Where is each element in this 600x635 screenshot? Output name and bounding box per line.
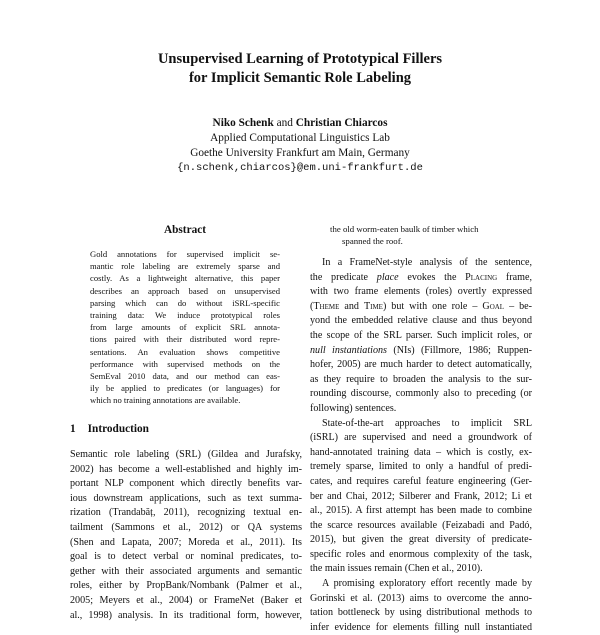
intro-line: al., 1998) analysis. In its traditional form, however, (70, 609, 302, 621)
predicate-term: place (376, 271, 399, 283)
abstract-line: performance with supervised methods on the (90, 358, 280, 369)
para-line: specific roles and enormous complexity of the task, (310, 548, 532, 560)
para-line: null instantiations (NIs) (Fillmore, 1986; Ruppen- (310, 344, 532, 356)
right-column-body (310, 256, 532, 635)
intro-line: 2002) has become a well-established and highly im- (70, 463, 302, 475)
intro-line: ious downstream applications, such as text summa- (70, 492, 302, 504)
abstract-line: tions paired with their distributed word repre- (90, 334, 280, 345)
intro-line: (Shen and Lapata, 2007; Moreda et al., 2011). Its (70, 536, 302, 548)
para-line: the scope of the SRL parser. Such implicit roles, or (310, 329, 532, 341)
para-line: infer evidence for elements filling null instantiated (310, 621, 532, 633)
intro-line: Semantic role labeling (SRL) (Gildea and Jurafsky, (70, 449, 302, 460)
title-line-1: Unsupervised Learning of Prototypical Fillers (157, 51, 443, 67)
intro-line: goal is to detect verbal or nominal predicates, to- (70, 551, 302, 563)
para-line: (Theme and Time) but with one role – Goal – be- (310, 300, 533, 312)
example-line-2: spanned the roof. (342, 236, 403, 246)
para-line: cates, and requires careful feature engineering (Ger- (310, 475, 532, 487)
abstract-line: Gold annotations for supervised implicit se- (90, 249, 280, 259)
para-line: with two frame elements (roles) overtly expressed (310, 286, 532, 298)
abstract-body (90, 248, 280, 407)
abstract-line: sentations. An evaluation shows competitive (90, 346, 280, 357)
role-time: Time (363, 300, 383, 312)
para-line: In a FrameNet-style analysis of the sentence, (322, 257, 532, 268)
abstract-line: training data: We induce prototypical roles (90, 310, 280, 321)
para-line: following) sentences. (310, 402, 397, 414)
intro-line: 2005; Meyers et al., 2004) or FrameNet (Baker et (70, 594, 302, 606)
abstract-line: from large amounts of explicit SRL annota- (90, 322, 280, 333)
para-line: A promising exploratory effort recently made by (322, 578, 532, 590)
paper-title (0, 50, 600, 88)
section-number: 1 (70, 423, 76, 435)
intro-line: roles, either by PropBank/Nombank (Palmer et al., (70, 580, 302, 592)
section-heading-introduction (70, 423, 161, 435)
abstract-line: ily be applied to predicates (or languages) for (90, 383, 280, 394)
para-line: ber and Chai, 2012; Silberer and Frank, 2012; Li et (310, 490, 532, 502)
intro-line: rization (Trandabăț, 2011), recognizing textual en- (70, 507, 302, 519)
abstract-heading: Abstract (163, 224, 207, 236)
example-sentence (330, 223, 530, 247)
intro-line: tailment (Sammons et al., 2012) or QA systems (70, 521, 302, 533)
abstract-line: which no training annotations are available. (90, 395, 241, 406)
author-1: Niko Schenk (212, 117, 274, 129)
abstract-line: mantic role labeling are extremely sparse and (90, 261, 280, 272)
intro-line: gether with their associated arguments and semantic (70, 565, 302, 577)
para-line: the scarce resources available (Feizabadi and Padó, (310, 519, 532, 531)
abstract-line: describes an approach based on unsupervised (90, 285, 280, 296)
para-line: the main issues remain (Chen et al., 2010). (310, 563, 483, 575)
para-line: yond the embedded relative clause and thus beyond (310, 315, 532, 327)
intro-line: portant NLP component which directly benefits var- (70, 478, 302, 490)
role-theme: Theme (313, 300, 340, 312)
para-line: State-of-the-art approaches to implicit SRL (322, 417, 532, 429)
affiliation-1: Applied Computational Linguistics Lab (210, 132, 390, 144)
author-email: {n.schenk,chiarcos}@em.uni-frankfurt.de (177, 162, 423, 174)
author-names (0, 116, 600, 131)
title-line-2: for Implicit Semantic Role Labeling (188, 70, 412, 86)
author-2: Christian Chiarcos (295, 117, 388, 129)
example-line-1: the old worm-eaten baulk of timber which (330, 224, 479, 234)
para-line: 2015), but given the great diversity of predicate- (310, 534, 532, 546)
abstract-line: parsing which can do without iSRL-specific (90, 297, 280, 308)
para-line: hofer, 2005) are much harder to detect automatically, (310, 359, 532, 371)
para-line: rounding discourse, commonly also to preceding (or (310, 388, 532, 400)
null-instantiations-term: null instantiations (310, 344, 387, 356)
para-line: as they require to broaden the analysis to the sur- (310, 373, 532, 385)
para-line: tremely sparse, limited to only a handful of predi- (310, 461, 532, 473)
frame-name: Placing (465, 271, 498, 283)
para-line: al., 2015). A first attempt has been made to combine (310, 505, 532, 517)
para-line: the predicate place evokes the Placing frame, (310, 271, 532, 283)
para-line: Gorinski et al. (2013) aims to overcome the anno- (310, 592, 532, 604)
affiliation-2: Goethe University Frankfurt am Main, Germany (190, 147, 410, 159)
para-line: (iSRL) are supervised and need a groundwork of (310, 432, 532, 444)
abstract-line: SemEval 2010 data, and our method can eas- (90, 371, 280, 382)
role-goal: Goal (482, 300, 505, 312)
para-line: hand-annotated training data – which is costly, ex- (310, 446, 532, 458)
author-block (0, 116, 600, 176)
para-line: tation bottleneck by using distributional methods to (310, 607, 532, 619)
abstract-line: costly. As a lightweight alternative, this paper (90, 273, 280, 284)
introduction-body (70, 448, 302, 623)
author-separator: and (276, 117, 293, 129)
section-title: Introduction (87, 423, 149, 435)
